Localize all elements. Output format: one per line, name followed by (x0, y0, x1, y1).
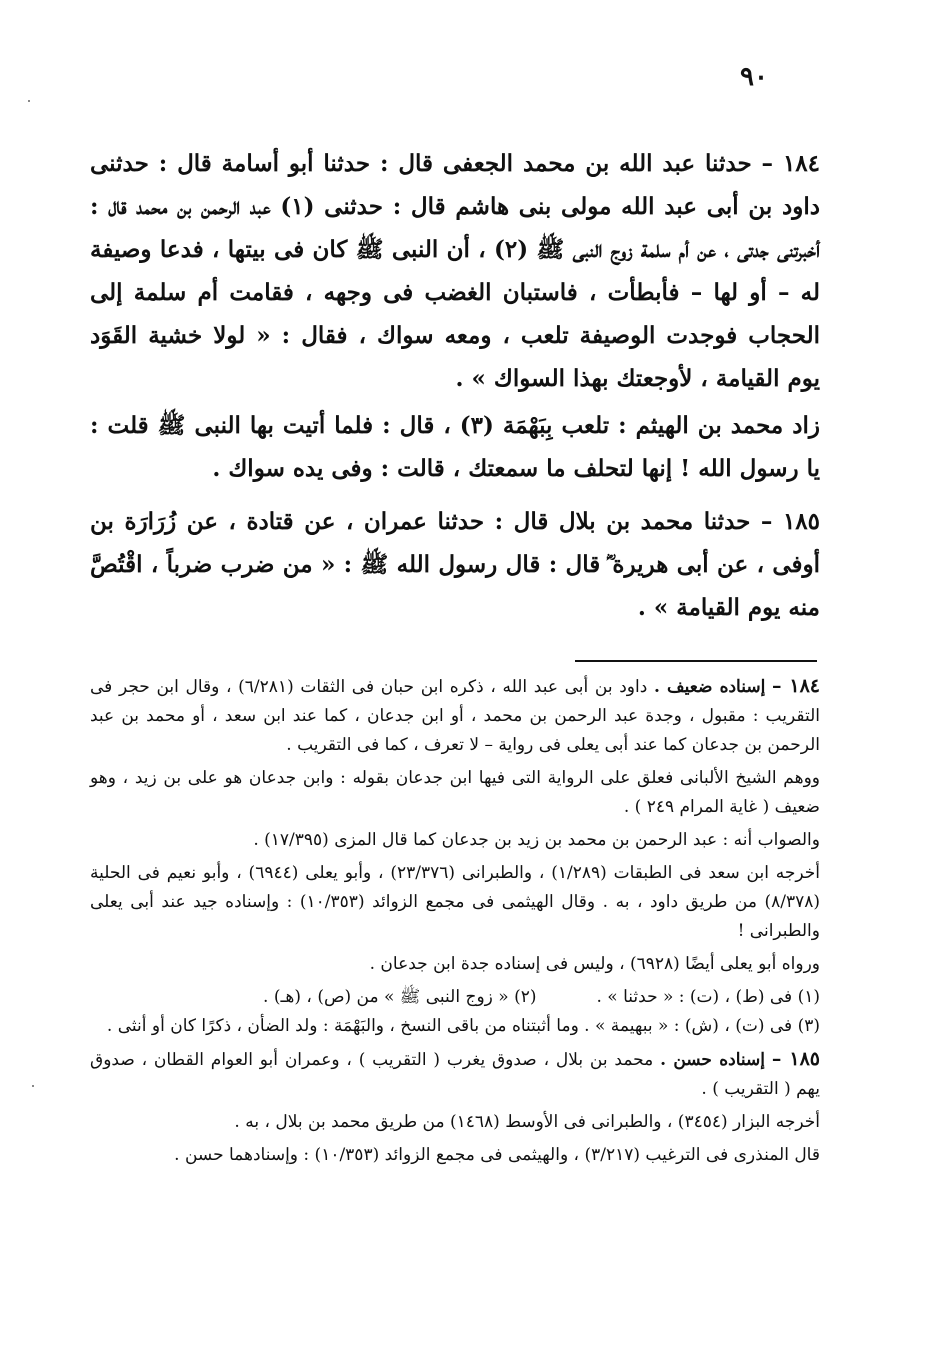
footnote-3: (٣) فى (ت) ، (ش) : « ببهيمة » . وما أثبتناه من باقى النسخ ، والبَهْمَة : ولد الضأن ، ذكرًا كان أو أنثى . (106, 1016, 820, 1036)
hadith-184-addendum: زاد محمد بن الهيثم : تلعب بِبَهْمَة (٣) ، قال : فلما أتيت بها النبى ﷺ قلت : يا رسول الله ! إنها لتحلف ما سمعتك ، قالت : وفى يده سواك . (90, 412, 820, 482)
note-184-paragraph-2: ووهم الشيخ الألبانى فعلق على الرواية التى فيها ابن جدعان بقوله : وابن جدعان هو على بن زيد ، وهو ضعيف ( غاية المرام ٢٤٩ ) . (90, 768, 820, 817)
footnote-2: (٢) « زوج النبى ﷺ » من (ص) ، (هـ) . (263, 987, 537, 1007)
note-184-paragraph-5: ورواه أبو يعلى أيضًا (٦٩٢٨) ، وليس فى إسناده جدة ابن جدعان . (369, 954, 820, 974)
note-185-paragraph (90, 1045, 820, 1104)
footnotes-row (90, 983, 820, 1012)
note-185-paragraph-3: قال المنذرى فى الترغيب (٣/٢١٧) ، والهيثمى فى مجمع الزوائد (١٠/٣٥٣) : وإسنادهما حسن . (174, 1145, 820, 1165)
note-184-number: ١٨٤ – (772, 675, 820, 697)
note-184-paragraph-3: والصواب أنه : عبد الرحمن بن محمد بن زيد بن جدعان كما قال المزى (١٧/٣٩٥) . (253, 830, 820, 850)
note-184-text: داود بن أبى عبد الله ، ذكره ابن حبان فى الثقات (٦/٢٨١) ، وقال ابن حجر فى التقريب : مقبول ، وجدة عبد الرحمن بن محمد ، أو ابن جدعان ، كما عند ابن سعد ، أو محمد بن عبد الرحمن بن جدعان كما عند أبى يعلى فى رواية – لا تعرف ، كما فى التقريب . (90, 677, 820, 755)
paragraph-gap (90, 490, 820, 500)
note-184-paragraph-4: أخرجه ابن سعد فى الطبقات (١/٢٨٩) ، والطبرانى (٢٣/٣٧٦) ، وأبو يعلى (٦٩٤٤) ، وأبو نعيم فى الحلية (٨/٣٧٨) من طريق داود ، به . وقال الهيثمى فى مجمع الزوائد (١٠/٣٥٣) : وإسناده جيد عند أبى يعلى والطبرانى ! (90, 863, 821, 941)
footnote-1: (١) فى (ط) ، (ت) : « حدثنا » . (596, 987, 820, 1007)
footnote-divider (575, 660, 817, 662)
note-185-text: محمد بن بلال ، صدوق يغرب ( التقريب ) ، وعمران أبو العوام القطان ، صدوق يهم ( التقريب ) . (90, 1050, 820, 1099)
hadith-184: ١٨٤ – حدثنا عبد الله بن محمد الجعفى قال : حدثنا أبو أسامة قال : حدثنى داود بن أبى عبد الله مولى بنى هاشم قال : حدثنى (١) عبد الرحمن بن محمد قال : أخبرتنى جدتى ، عن أم سلمة زوج النبى ﷺ (٢) ، أن النبى ﷺ كان فى بيتها ، فدعا وصيفة له – أو لها – فأبطأت ، فاستبان الغضب فى وجهه ، فقامت أم سلمة إلى الحجاب فوجدت الوصيفة تلعب ، ومعه سواك ، فقال : « لولا خشية القَوَد يوم القيامة ، لأوجعتك بهذا السواك » . (90, 150, 820, 392)
page-number: ٩٠ (740, 62, 768, 92)
main-text (90, 142, 820, 629)
scan-speck (28, 100, 30, 102)
note-184-paragraph (90, 672, 820, 760)
note-185-grade: إسناده حسن . (660, 1050, 766, 1070)
footnotes-section (90, 672, 820, 1174)
note-185-paragraph-2: أخرجه البزار (٣٤٥٤) ، والطبرانى فى الأوسط (١٤٦٨) من طريق محمد بن بلال ، به . (234, 1112, 820, 1132)
hadith-185: ١٨٥ – حدثنا محمد بن بلال قال : حدثنا عمران ، عن قتادة ، عن زُرَارَة بن أوفى ، عن أبى هريرة ؓ قال : قال رسول الله ﷺ : « من ضرب ضرباً ، اقْتُصَّ منه يوم القيامة » . (90, 508, 820, 621)
scan-speck (32, 1085, 34, 1087)
note-185-number: ١٨٥ – (771, 1048, 820, 1070)
note-184-grade: إسناده ضعيف . (653, 677, 766, 697)
